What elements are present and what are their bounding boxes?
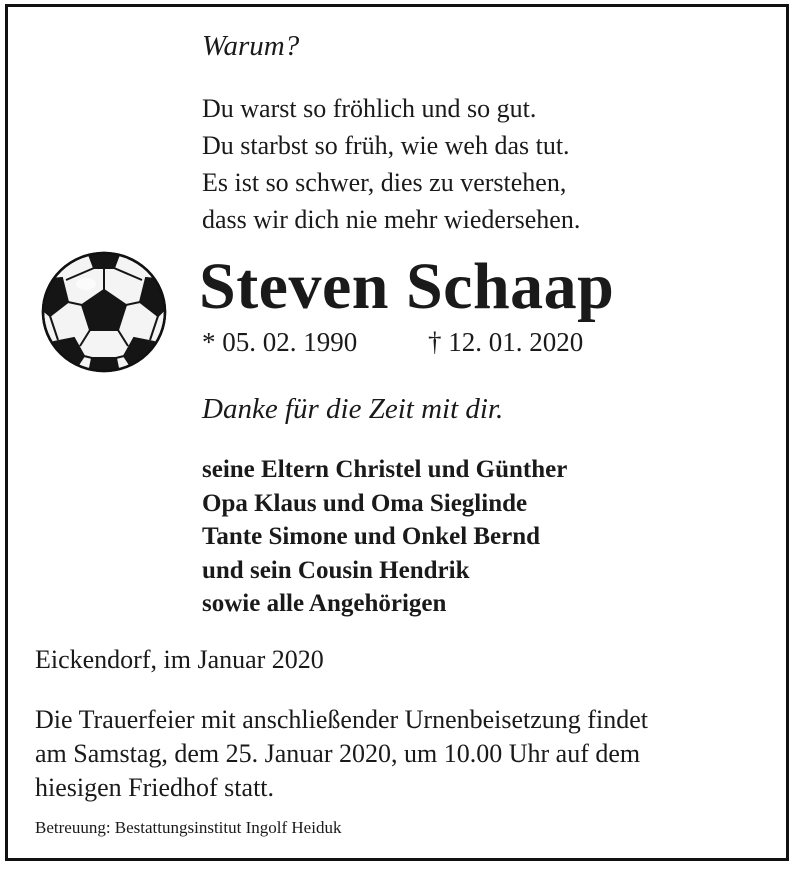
poem-line: dass wir dich nie mehr wiedersehen. (202, 205, 581, 234)
mourner-line: seine Eltern Christel und Günther (202, 456, 568, 483)
mourner-line: sowie alle Angehörigen (202, 590, 447, 617)
funeral-home-credit: Betreuung: Bestattungsinstitut Ingolf Heiduk (35, 818, 342, 837)
service-line: am Samstag, dem 25. Januar 2020, um 10.00 Uhr auf dem (35, 739, 641, 768)
place-date: Eickendorf, im Januar 2020 (35, 645, 324, 674)
deceased-name: Steven Schaap (199, 250, 615, 323)
poem-line: Es ist so schwer, dies zu verstehen, (202, 168, 567, 197)
soccer-ball-icon (40, 250, 168, 374)
motto: Warum? (202, 30, 300, 62)
mourner-line: Opa Klaus und Oma Sieglinde (202, 489, 528, 517)
poem-line: Du warst so fröhlich und so gut. (202, 94, 537, 123)
mourner-line: Tante Simone und Onkel Bernd (202, 523, 541, 550)
service-line: hiesigen Friedhof statt. (35, 773, 275, 802)
thanks-line: Danke für die Zeit mit dir. (202, 393, 504, 425)
mourners-list (202, 453, 567, 621)
poem (202, 90, 580, 238)
mourner-line: und sein Cousin Hendrik (202, 556, 470, 584)
poem-line: Du starbst so früh, wie weh das tut. (202, 131, 570, 160)
birth-date: * 05. 02. 1990 (202, 327, 358, 357)
death-date: † 12. 01. 2020 (428, 327, 584, 357)
service-line: Die Trauerfeier mit anschließender Urnenbeisetzung findet (35, 705, 648, 734)
funeral-service-info (35, 703, 648, 805)
